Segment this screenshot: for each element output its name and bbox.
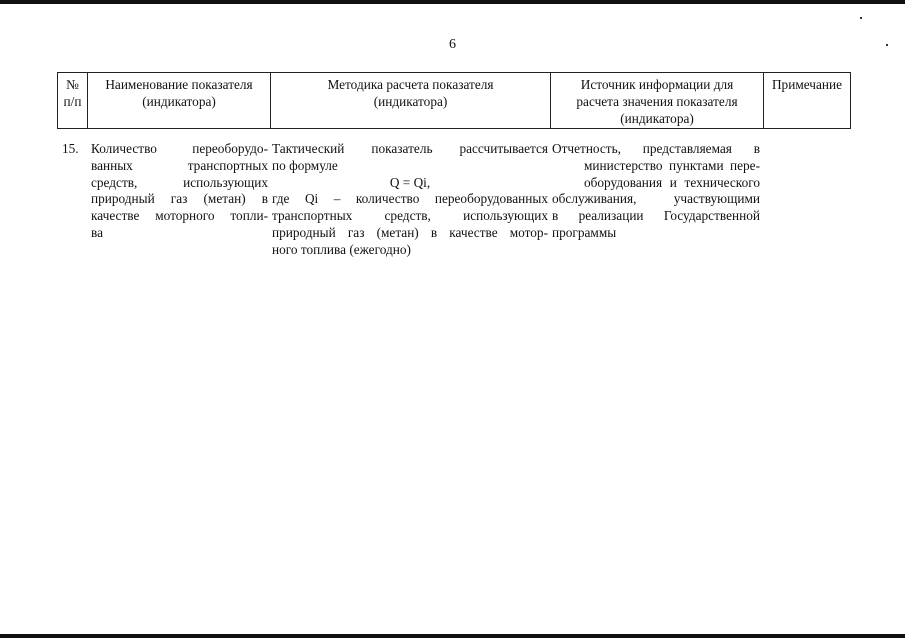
header-name: Наименование показателя (индикатора) [88, 73, 271, 129]
row-number: 15. [62, 141, 79, 156]
row-source: Отчетность, представляемая в министерство пунктами пере- оборудования и технического обслуживания, участвующими в реализации Государственной программы [552, 141, 760, 240]
header-number: № п/п [58, 73, 88, 129]
scan-speck [860, 17, 862, 19]
page-number: 6 [449, 37, 456, 52]
row-name: Количество переоборудо- ванных транспортных средств, использующих природный газ (метан) в качестве моторного топли- ва [91, 141, 268, 240]
table-header [57, 72, 851, 129]
header-source: Источник информации для расчета значения показателя (индикатора) [551, 73, 764, 129]
header-note: Примечание [764, 73, 851, 129]
top-scan-border [0, 0, 905, 4]
row-method: Тактический показатель рассчитывается по формуле Q = Qi, где Qi – количество переоборудованных транспортных средств, использующих природный газ (метан) в качестве мотор- ного топлива (ежегодно) [272, 141, 548, 257]
header-method: Методика расчета показателя (индикатора) [271, 73, 551, 129]
bottom-scan-border [0, 634, 905, 638]
scan-speck [886, 44, 888, 46]
formula: Q = Qi, [389, 174, 431, 190]
